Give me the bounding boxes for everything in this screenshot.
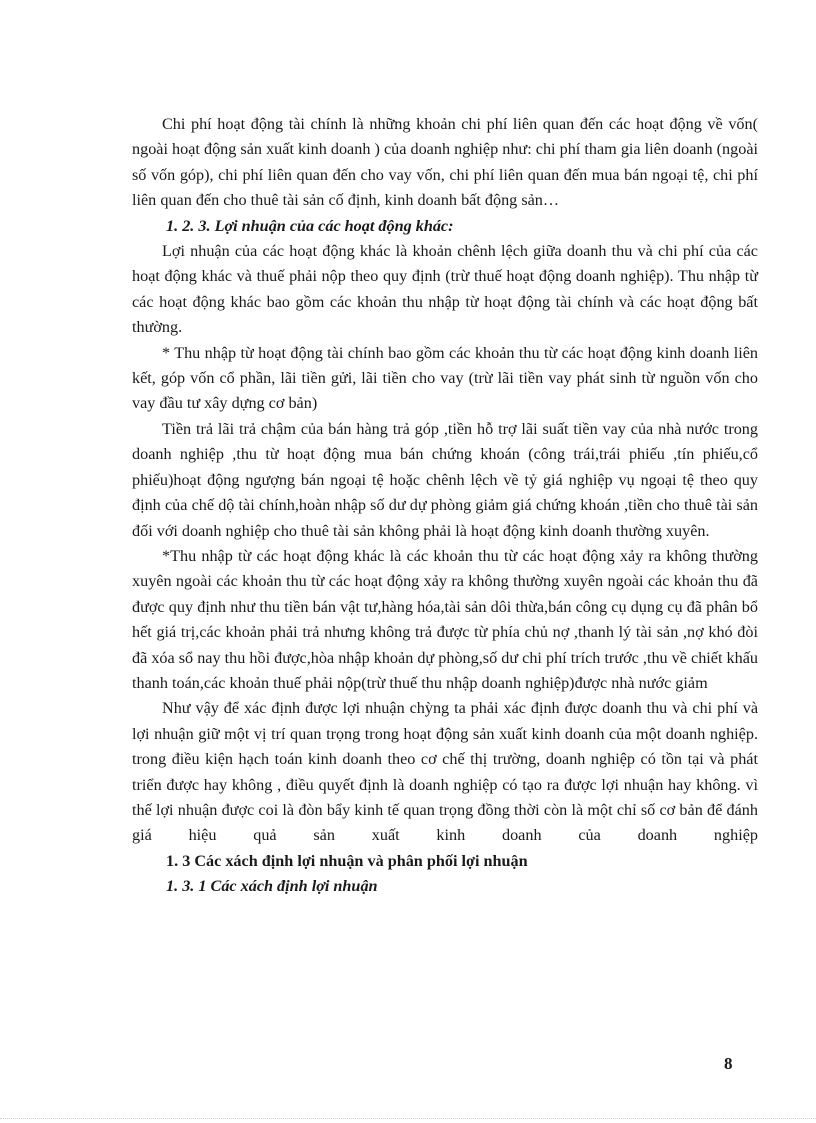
heading-1-2-3: 1. 2. 3. Lợi nhuận của các hoạt động khác: <box>166 216 454 235</box>
paragraph-financial-costs: Chi phí hoạt động tài chính là những khoản chi phí liên quan đến các hoạt động về vốn( ngoài hoạt động sản xuất kinh doanh ) của doanh nghiệp như: chi phí tham gia liên doanh (ngoài số vốn góp), chi phí liên quan đến cho vay vốn, chi phí liên quan đến mua bán ngoại tệ, chi phí liên quan đến cho thuê tài sản cố định, kinh doanh bất động sản… <box>132 115 758 210</box>
paragraph-profit-role: Như vậy để xác định được lợi nhuận chỳng ta phải xác định được doanh thu và chi phí và lợi nhuận giữ một vị trí quan trọng trong hoạt động sản xuất kinh doanh của một doanh nghiệp. trong điều kiện hạch toán kinh doanh theo cơ chế thị trường, doanh nghiệp có tồn tại và phát triển được hay không , điều quyết định là doanh nghiệp có tạo ra được lợi nhuận hay không. vì thế lợi nhuận được coi là đòn bẩy kinh tế quan trọng đồng thời còn là một chỉ số cơ bản để đánh giá hiệu quả sản xuất kinh doanh của doanh nghiệp <box>132 699 758 845</box>
heading-1-3-1: 1. 3. 1 Các xách định lợi nhuận <box>166 877 378 896</box>
document-body <box>132 112 758 900</box>
page-bottom-divider <box>0 1118 816 1119</box>
heading-1-3: 1. 3 Các xách định lợi nhuận và phân phối lợi nhuận <box>166 851 528 870</box>
page-number: 8 <box>724 1054 733 1073</box>
paragraph-interest-income: Tiền trả lãi trả chậm của bán hàng trả góp ,tiền hỗ trợ lãi suất tiền vay của nhà nước trong doanh nghiệp ,thu từ hoạt động mua bán chứng khoán (công trái,trái phiếu ,tín phiếu,cổ phiếu)hoạt động ngượng bán ngoại tệ hoặc chênh lệch về tỷ giá nghiệp vụ ngoại tệ theo quy định của chế dộ tài chính,hoàn nhập số dư dự phòng giảm giá chứng khoán ,tiền cho thuê tài sản đối với doanh nghiệp cho thuê tài sản không phải là hoạt động kinh doanh thường xuyên. <box>132 419 758 540</box>
paragraph-other-profit: Lợi nhuận của các hoạt động khác là khoản chênh lệch giữa doanh thu và chi phí của các hoạt động khác và thuế phải nộp theo quy định (trừ thuế hoạt động doanh nghiệp). Thu nhập từ các hoạt động khác bao gồm các khoản thu nhập từ hoạt động tài chính và các hoạt động bất thường. <box>132 242 758 337</box>
paragraph-other-income: *Thu nhập từ các hoạt động khác là các khoản thu từ các hoạt động xảy ra không thường xuyên ngoài các khoản thu từ các hoạt động xảy ra không thường xuyên ngoài các khoản thu đã được quy định như thu tiền bán vật tư,hàng hóa,tài sản dôi thừa,bán công cụ dụng cụ đã phân bổ hết giá trị,các khoản phải trả nhưng không trả được từ phía chủ nợ ,thanh lý tài sản ,nợ khó đòi đã xóa sổ nay thu hồi được,hòa nhập khoản dự phòng,số dư chi phí trích trước ,thu về chiết khấu thanh toán,các khoản thuế phải nộp(trừ thuế thu nhập doanh nghiệp)được nhà nước giảm <box>132 546 758 692</box>
paragraph-financial-income: * Thu nhập từ hoạt động tài chính bao gồm các khoản thu từ các hoạt động kinh doanh liên kết, góp vốn cổ phần, lãi tiền gửi, lãi tiền cho vay (trừ lãi tiền vay phát sinh từ nguồn vốn cho vay đầu tư xây dựng cơ bản) <box>132 343 758 413</box>
